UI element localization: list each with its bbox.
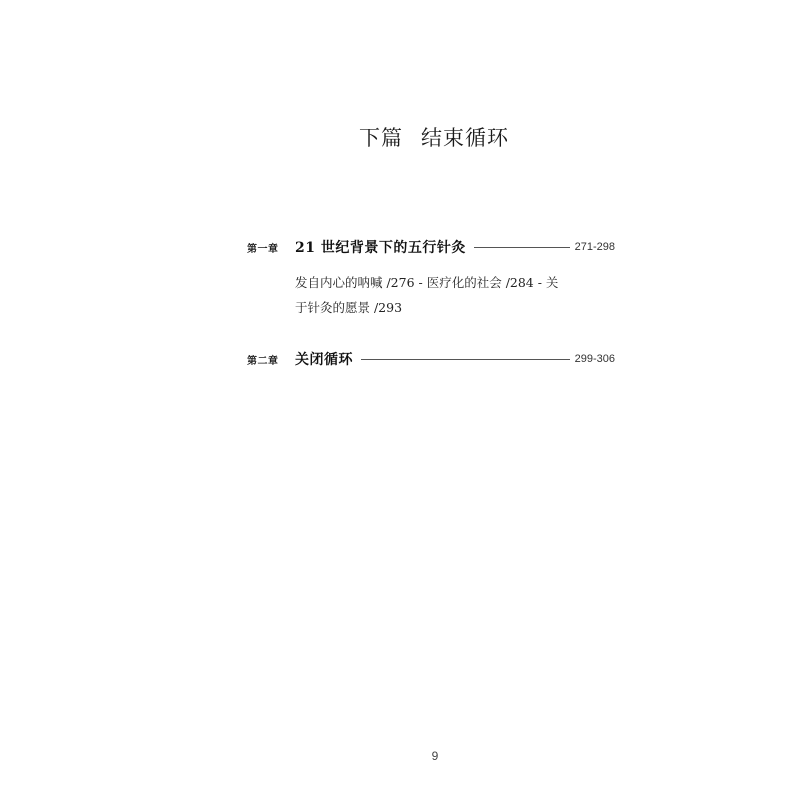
toc-entry-chapter-2[interactable]: [247, 348, 615, 370]
page-range: 299-306: [574, 353, 615, 365]
leader-line: [361, 359, 570, 360]
page-number: 9: [431, 749, 439, 763]
chapter-title: 21 世纪背景下的五行针灸: [295, 240, 466, 256]
part-label: 下篇: [359, 126, 403, 150]
chapter-label: 第二章: [247, 355, 279, 367]
subsection-line: 于针灸的愿景 /293: [295, 300, 403, 315]
chapter-label: 第一章: [247, 243, 279, 255]
section-title: 结束循环: [421, 126, 509, 150]
page-range: 271-298: [574, 241, 615, 253]
subsection-line: 发自内心的呐喊 /276 - 医疗化的社会 /284 - 关: [295, 275, 559, 290]
chapter-title: 关闭循环: [295, 352, 353, 368]
toc-entry-chapter-1[interactable]: [247, 236, 615, 258]
page-title: [0, 122, 800, 152]
leader-line: [474, 247, 570, 248]
